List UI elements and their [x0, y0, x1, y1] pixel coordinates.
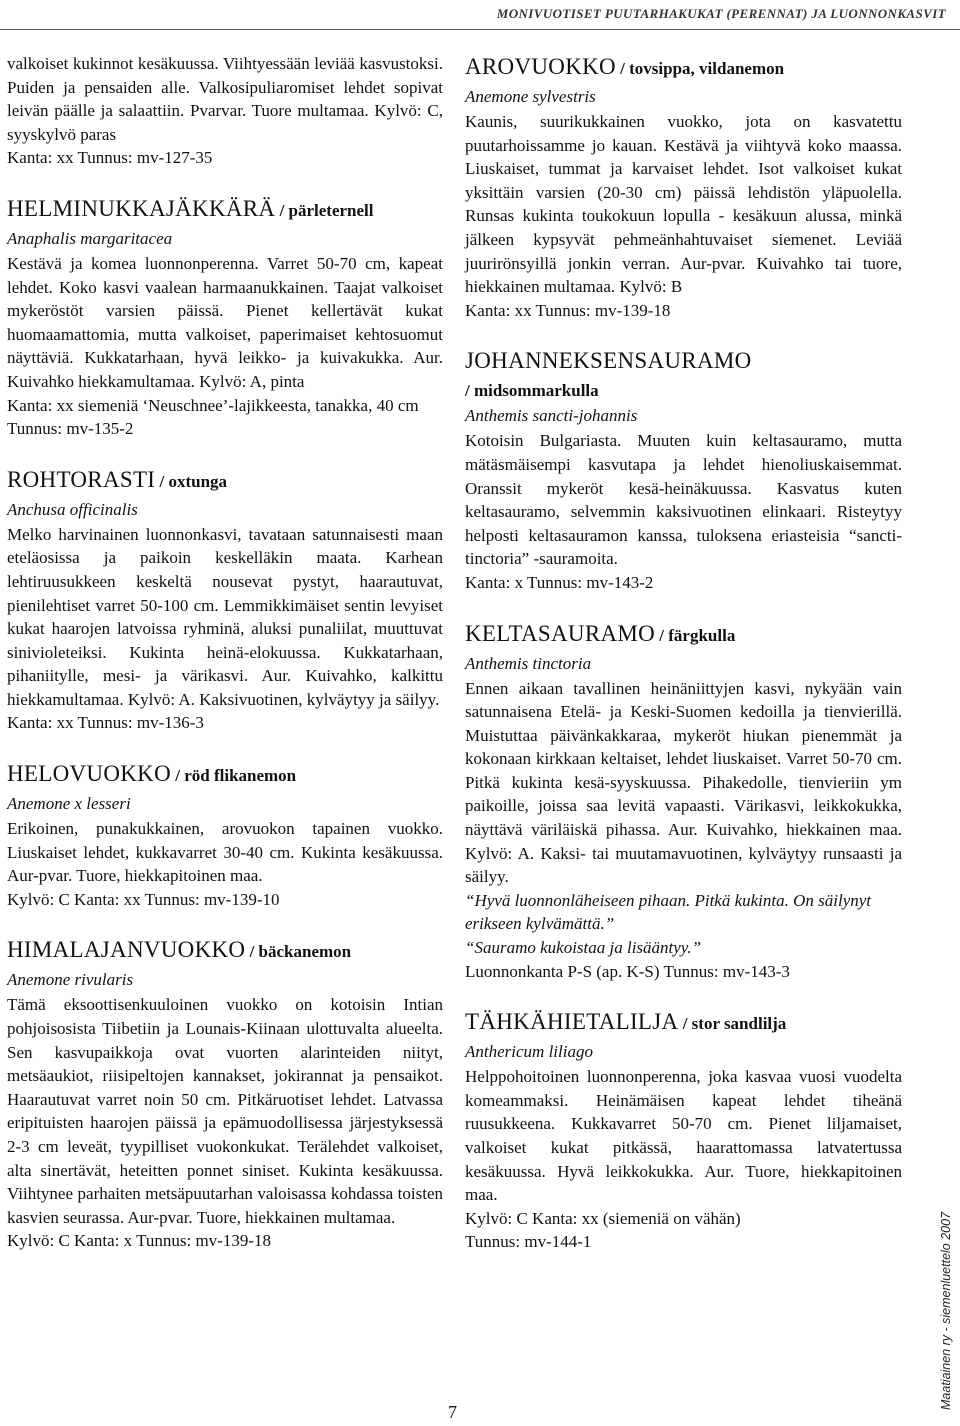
- swedish-name: / tovsippa, vildanemon: [615, 59, 785, 78]
- entry-reference: Kanta: xx Tunnus: mv-139-18: [465, 300, 671, 320]
- entry-tahkahietalilja: [465, 1007, 902, 1254]
- latin-name: Anaphalis margaritacea: [7, 228, 173, 248]
- entry-title: [7, 465, 443, 498]
- swedish-name: / bäckanemon: [245, 942, 352, 962]
- entry-reference: Kanta: xx Tunnus: mv-136-3: [7, 713, 204, 733]
- entry-title: [7, 759, 443, 792]
- entry-reference-code: Tunnus: mv-144-1: [465, 1232, 592, 1252]
- latin-name: Anthemis sancti-johannis: [465, 406, 638, 426]
- entry-helovuokko: [7, 759, 443, 911]
- entry-description: Tämä eksoottisenkuuloinen vuokko on kotoisin Intian pohjoisosista Tiibetiin ja Lounais-Kiinaan ulottuvalta alueelta. Sen kasvupaikkoja ovat vuorten alarinteiden niityt, metsäaukiot, riisipeltojen kannakset, jokirannat ja pensaikot. Haarautuvat varret noin 50 cm. Pitkäruotiset lehdet. Latvassa eripituisten haarojen päissä ja epämuodollisessa järjestyksessä 2-3 cm leveät, tyypilliset vuokonkukat. Terälehdet valkoiset, alta sinertävät, heteitten ponnet siniset. Kukinta kesäkuussa. Viihtynee parhaiten metsäpuutarhan valoisassa kohdassa toisten kasvien seurassa. Aur-pvar. Tuore, hiekkainen multamaa.: [7, 995, 443, 1227]
- entry-title: [7, 935, 443, 968]
- page-number: 7: [448, 1402, 457, 1422]
- entry-reference: Kylvö: C Kanta: xx (siemeniä on vähän): [465, 1208, 741, 1228]
- entry-reference: Luonnonkanta P-S (ap. K-S) Tunnus: mv-143-3: [465, 961, 790, 981]
- entry-description: Kaunis, suurikukkainen vuokko, jota on kasvatettu puutarhoissamme jo kauan. Kestävä ja viihtyvä koko maassa. Liuskaiset, tummat ja karvaiset lehdet. Isot valkoiset kukat yksittäin varsien (20-30 cm) päissä lehdistön yläpuolella. Runsas kukinta toukokuun lopulla - kesäkuun alussa, minkä jälkeen kypsyvät pehmeänhahtuvaiset siemenet. Leviää juurirönsyillä jonkin verran. Aur-pvar. Kuivahko tai tuore, hiekkainen multamaa. Kylvö: B: [465, 112, 902, 297]
- entry-description: Melko harvinainen luonnonkasvi, tavataan satunnaisesti maan eteläosissa ja paikoin keskelläkin maata. Karhean lehtiruusukkeen keskeltä nousevat pystyt, haarautuvat, pienilehtiset varret 50-100 cm. Lemmikkimäiset sentin levyiset kukat haarojen latvoissa ryhminä, aluksi punaliilat, muuttuvat sinivioleteiksi. Kukinta heinä-elokuussa. Kukkatarhaan, pihaniitylle, mesi- ja värikasvi. Aur. Kuivahko, kalkittu hiekkamultamaa. Kylvö: A. Kaksivuotinen, kylväytyy ja säilyy.: [7, 524, 443, 709]
- entry-title: [465, 1007, 902, 1040]
- entry-description: Erikoinen, punakukkainen, arovuokon tapainen vuokko. Liuskaiset lehdet, kukkavarret 30-40 cm. Kukinta kesäkuussa. Aur-pvar. Tuore, hiekkapitoinen maa.: [7, 819, 443, 886]
- left-column: [7, 52, 443, 1253]
- entry-subtitle: [465, 379, 902, 404]
- catalog-side-label: Maatiainen ry - siemenluettelo 2007: [939, 1211, 953, 1410]
- latin-name: Anemone sylvestris: [465, 87, 596, 106]
- running-header-title: MONIVUOTISET PUUTARHAKUKAT (PERENNAT) JA LUONNONKASVIT: [496, 6, 946, 21]
- entry-description: valkoiset kukinnot kesäkuussa. Viihtyessään leviää kasvustoksi. Puiden ja pensaiden alle. Valkosipuliaromiset lehdet sopivat leivän päälle ja salaattiin. Pvarvar. Tuore multamaa. Kylvö: C, syyskylvö paras: [7, 54, 443, 144]
- plant-name: HELOVUOKKO: [7, 761, 171, 787]
- entry-description: Kestävä ja komea luonnonperenna. Varret 50-70 cm, kapeat lehdet. Koko kasvi vaalean harmaanukkainen. Taajat valkoiset mykeröstöt varsien päissä. Pienet kellertävät kukat huomaamattomia, mutta valkoiset, paperimaiset kehtosuomut näyttäviä. Kukkatarhaan, hyvä leikko- ja kuivakukka. Aur. Kuivahko hiekkamultamaa. Kylvö: A, pinta: [7, 253, 443, 391]
- latin-name: Anchusa officinalis: [7, 499, 138, 519]
- right-column: [465, 52, 902, 1254]
- swedish-name: / midsommarkulla: [465, 381, 599, 401]
- plant-name: HELMINUKKAJÄKKÄRÄ: [7, 195, 276, 221]
- entry-reference: Kylvö: C Kanta: x Tunnus: mv-139-18: [7, 1231, 271, 1251]
- entry-keltasauramo: [465, 619, 902, 984]
- swedish-name: / röd flikanemon: [170, 766, 297, 786]
- plant-name: JOHANNEKSENSAURAMO: [465, 348, 752, 374]
- entry-title: [7, 194, 443, 227]
- entry-reference: Kanta: x Tunnus: mv-143-2: [465, 572, 654, 592]
- entry-continuation: [7, 52, 443, 170]
- swedish-name: / pärleternell: [275, 200, 374, 220]
- plant-name: TÄHKÄHIETALILJA: [465, 1009, 679, 1035]
- entry-description: Kotoisin Bulgariasta. Muuten kuin keltasauramo, mutta mätäsmäisempi kasvutapa ja lehdet hienoliuskaisemmat. Oranssit mykeröt kesä-heinäkuussa. Kasvatus kuten keltasauramo, selvemmin kaksivuotinen elinkaari. Risteytyy helposti keltasauramon kanssa, tuloksena eriasteisia “sancti-tinctoria” -sauramoita.: [465, 431, 902, 569]
- entry-rohtorasti: [7, 465, 443, 735]
- plant-name: ROHTORASTI: [7, 466, 156, 492]
- entry-johanneksensauramo: [465, 346, 902, 594]
- entry-helminukkajakkara: [7, 194, 443, 441]
- swedish-name: / stor sandlilja: [678, 1014, 787, 1034]
- entry-arovuokko: [465, 52, 902, 322]
- entry-reference: Kanta: xx siemeniä ‘Neuschnee’-lajikkeesta, tanakka, 40 cm Tunnus: mv-135-2: [7, 395, 419, 439]
- entry-description: Ennen aikaan tavallinen heinäniittyjen kasvi, nykyään vain satunnaisena Etelä- ja Keski-Suomen kedoilla ja tienvierillä. Muistuttaa päivänkakkaraa, mykeröt hiukan pienemmät ja kokonaan kirkkaan keltaiset, lehdet liuskaiset. Varret 50-70 cm. Pitkä kukinta kesä-syyskuussa. Pihakedolle, tienvieriin ym paikoille, joissa saa levitä vapaasti. Värikasvi, leikkokukka, näyttävä väriläiskä pihassa. Aur. Kuivahko, hiekkainen maa. Kylvö: A. Kaksi- tai muutamavuotinen, kylväytyy runsaasti ja säilyy.: [465, 678, 902, 887]
- entry-title: [465, 346, 902, 379]
- entry-title: [465, 52, 902, 85]
- running-header: [0, 0, 960, 30]
- entry-reference: Kylvö: C Kanta: xx Tunnus: mv-139-10: [7, 889, 280, 909]
- latin-name: Anthericum liliago: [465, 1042, 593, 1062]
- latin-name: Anemone rivularis: [7, 970, 134, 990]
- entry-title: [465, 619, 902, 652]
- swedish-name: / färgkulla: [655, 625, 736, 645]
- plant-name: KELTASAURAMO: [465, 620, 656, 646]
- entry-quote: “Sauramo kukoistaa ja lisääntyy.”: [465, 938, 702, 958]
- latin-name: Anthemis tinctoria: [465, 653, 592, 673]
- entry-description: Helppohoitoinen luonnonperenna, joka kasvaa vuosi vuodelta komeammaksi. Heinämäisen kapeat lehdet tiheänä ruusukkeena. Kukkavarret 50-70 cm. Pienet liljamaiset, valkoiset kukat pitkässä, haarattomassa latvatertussa kesäkuussa. Hyvä leikkokukka. Aur. Tuore, hiekkapitoinen maa.: [465, 1067, 902, 1205]
- latin-name: Anemone x lesseri: [7, 794, 131, 814]
- entry-quote: “Hyvä luonnonläheiseen pihaan. Pitkä kukinta. On säilynyt erikseen kylvämättä.”: [465, 890, 872, 934]
- plant-name: AROVUOKKO: [465, 54, 616, 79]
- swedish-name: / oxtunga: [155, 471, 228, 491]
- entry-reference: Kanta: xx Tunnus: mv-127-35: [7, 148, 213, 168]
- entry-himalajanvuokko: [7, 935, 443, 1253]
- plant-name: HIMALAJANVUOKKO: [7, 937, 246, 963]
